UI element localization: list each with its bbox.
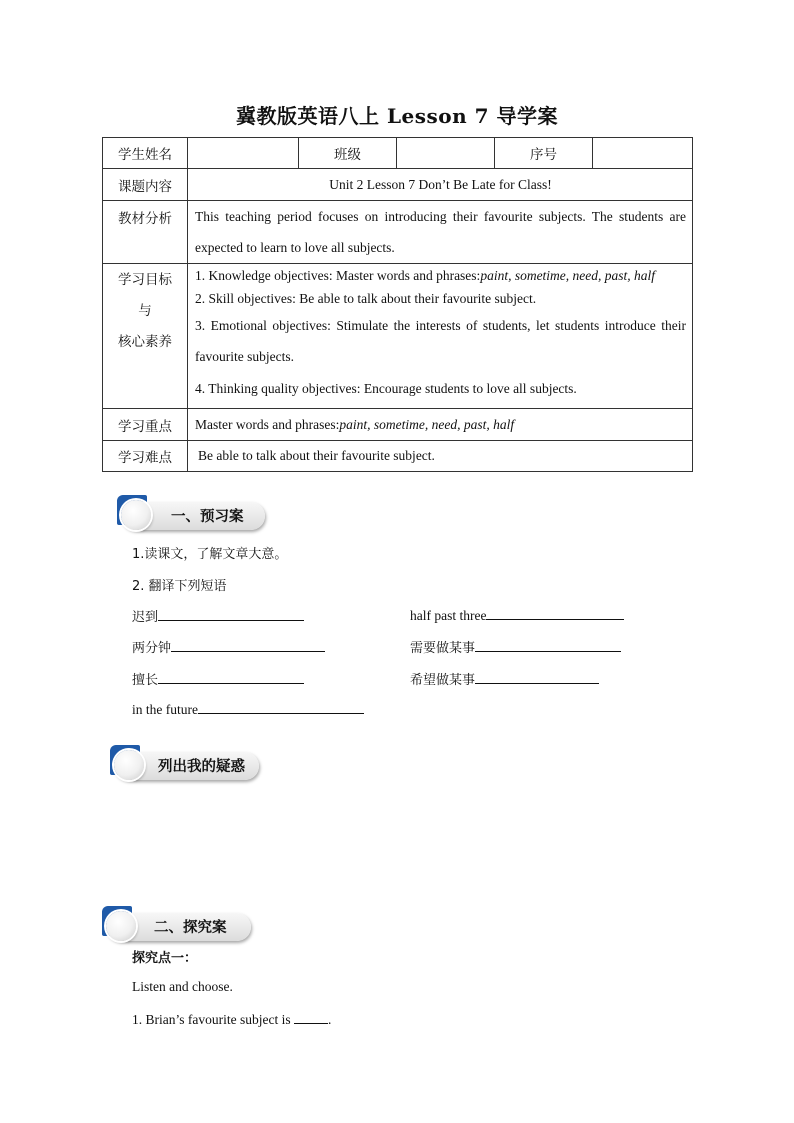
difficulties-label: 学习难点 xyxy=(103,441,188,472)
phrase-3 xyxy=(132,637,325,656)
preview-item-1: 1.读课文，了解文章大意。 xyxy=(132,547,288,562)
topic-value: Unit 2 Lesson 7 Don’t Be Late for Class! xyxy=(188,169,693,201)
objective-1-words: paint, sometime, need, past, half xyxy=(480,268,656,283)
phrase-6 xyxy=(410,669,599,688)
phrase-1 xyxy=(132,606,304,625)
table-row xyxy=(103,169,693,201)
phrase-6-text: 希望做某事 xyxy=(410,673,476,688)
section-circle-icon xyxy=(106,911,136,941)
class-label: 班级 xyxy=(299,138,397,169)
objective-4: 4. Thinking quality objectives: Encourage students to love all subjects. xyxy=(195,381,577,396)
explore-instruction: Listen and choose. xyxy=(132,979,233,994)
phrase-7-text: in the future xyxy=(132,702,198,717)
phrase-4 xyxy=(410,637,621,656)
key-points-text: Master words and phrases: xyxy=(195,416,340,432)
answer-blank[interactable] xyxy=(158,670,304,684)
key-points-value xyxy=(188,409,693,441)
answer-blank[interactable] xyxy=(171,638,325,652)
objective-3: 3. Emotional objectives: Stimulate the interests of students, let students introduce their favourite subjects. xyxy=(195,318,686,364)
answer-blank[interactable] xyxy=(475,670,599,684)
answer-blank[interactable] xyxy=(294,1010,328,1024)
questions-writing-area[interactable] xyxy=(132,795,692,895)
objectives-label-line2: 与 xyxy=(138,303,152,319)
objectives-label xyxy=(103,264,188,409)
class-cell[interactable] xyxy=(397,138,495,169)
phrase-5-text: 擅长 xyxy=(132,673,159,688)
answer-blank[interactable] xyxy=(198,700,364,714)
objectives-value xyxy=(188,264,693,409)
section-explore-title: 二、探究案 xyxy=(154,920,227,936)
section-preview-header xyxy=(117,495,277,529)
student-name-cell[interactable] xyxy=(188,138,299,169)
phrase-2-text: half past three xyxy=(410,608,487,623)
question-1-suffix: . xyxy=(327,1012,332,1027)
phrase-2 xyxy=(410,606,624,624)
objective-1-text: 1. Knowledge objectives: Master words and phrases: xyxy=(195,268,481,283)
table-row xyxy=(103,264,693,409)
page-title: 冀教版英语八上 Lesson 7 导学案 xyxy=(236,104,558,128)
preview-item-2: 2. 翻译下列短语 xyxy=(132,579,227,594)
question-1 xyxy=(132,1010,331,1028)
seat-number-cell[interactable] xyxy=(593,138,693,169)
phrase-3-text: 两分钟 xyxy=(132,641,172,656)
table-row xyxy=(103,441,693,472)
section-questions-title: 列出我的疑惑 xyxy=(158,759,245,775)
section-questions-header xyxy=(110,745,270,779)
analysis-value: This teaching period focuses on introducing their favourite subjects. The students are expected to learn to love all subjects. xyxy=(188,201,693,264)
analysis-label: 教材分析 xyxy=(103,201,188,264)
answer-blank[interactable] xyxy=(158,607,304,621)
objectives-label-line3: 核心素养 xyxy=(118,334,172,350)
lesson-info-table xyxy=(102,137,693,472)
question-1-text: 1. Brian’s favourite subject is xyxy=(132,1012,291,1027)
objective-1 xyxy=(195,264,686,287)
table-row xyxy=(103,409,693,441)
phrase-7 xyxy=(132,700,364,718)
phrase-4-text: 需要做某事 xyxy=(410,641,476,656)
topic-label: 课题内容 xyxy=(103,169,188,201)
key-points-words: paint, sometime, need, past, half xyxy=(339,416,515,432)
objectives-label-line1: 学习目标 xyxy=(118,272,172,288)
answer-blank[interactable] xyxy=(475,638,621,652)
key-points-label: 学习重点 xyxy=(103,409,188,441)
objective-2: 2. Skill objectives: Be able to talk about their favourite subject. xyxy=(195,291,537,306)
section-circle-icon xyxy=(114,750,144,780)
table-row xyxy=(103,201,693,264)
explore-point-1: 探究点一： xyxy=(132,951,198,966)
student-name-label: 学生姓名 xyxy=(103,138,188,169)
phrase-5 xyxy=(132,669,304,688)
answer-blank[interactable] xyxy=(486,606,624,620)
section-circle-icon xyxy=(121,500,151,530)
section-explore-header xyxy=(102,906,262,940)
table-row xyxy=(103,138,693,169)
section-preview-title: 一、预习案 xyxy=(171,509,244,525)
phrase-1-text: 迟到 xyxy=(132,610,159,625)
difficulties-value: Be able to talk about their favourite subject. xyxy=(188,441,693,472)
seat-number-label: 序号 xyxy=(495,138,593,169)
